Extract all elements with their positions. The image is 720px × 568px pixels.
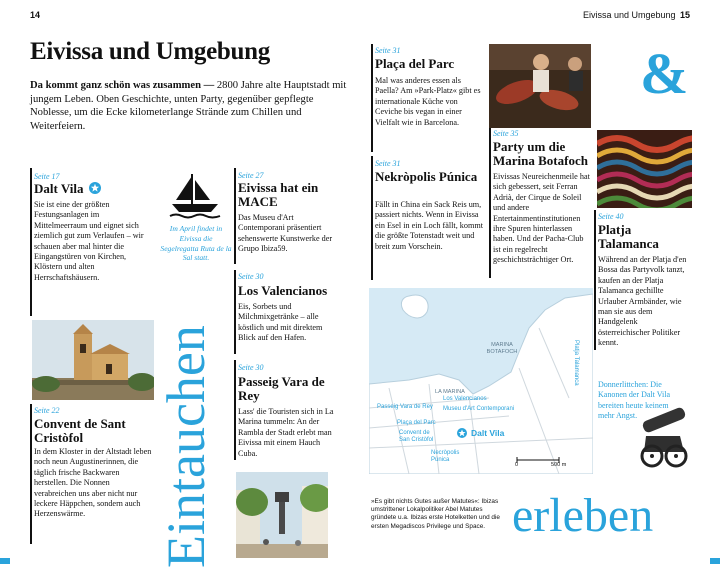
bottom-accent-right	[710, 558, 720, 564]
mace-text: Das Museu d'Art Contemporani präsentiert sehenswerte Kunstwerke der Grupo Ibiza59.	[238, 213, 333, 254]
map-label-valencianos: Los Valencianos	[443, 396, 487, 402]
necropolis-kicker: Seite 31	[375, 159, 401, 168]
talamanca-kicker: Seite 40	[598, 212, 624, 221]
page-number-right: 15	[680, 10, 691, 20]
marina-botafoch-kicker: Seite 35	[493, 129, 519, 138]
ampersand: &	[640, 41, 689, 106]
marina-botafoch-title: Party um die Marina Botafoch	[493, 139, 588, 168]
page-number-left: 14	[30, 10, 41, 20]
dalt-vila-title	[34, 182, 101, 196]
placa-parc-title: Plaça del Parc	[375, 56, 455, 71]
dalt-vila-title-text: Dalt Vila	[34, 181, 84, 196]
placa-parc-kicker: Seite 31	[375, 46, 401, 55]
dalt-vila-kicker: Seite 17	[34, 172, 60, 181]
vara-de-rey-title: Passeig Vara de Rey	[238, 374, 325, 403]
map-label-convent: Convent de San Cristòfol	[399, 430, 434, 443]
necropolis-text: Fällt in China ein Sack Reis um, passiert nichts. Wenn in Eivissa ein Esel in ein Loch fällt, kommt die größte Totenstadt weit und breit zum Vorschein.	[375, 200, 484, 251]
mace-title: Eivissa hat ein MACE	[238, 180, 319, 209]
sailboat-icon	[168, 170, 222, 222]
cannon-caption: Donnerlittchen: Die Kanonen der Dalt Vila bereiten heute keinem mehr Angst.	[598, 380, 671, 421]
map-label-placa: Plaça del Parc	[397, 420, 436, 426]
valencianos-kicker: Seite 30	[238, 272, 264, 281]
map-label-talamanca: Platja Talamanca	[573, 340, 579, 386]
placa-parc-text: Mal was anderes essen als Paella? Am »Park-Platz« gibt es internationale Küche von Ceviche bis vegan in einer Vielfalt wie in Barcelona.	[375, 76, 481, 127]
convent-kicker: Seite 22	[34, 406, 60, 415]
convent-text: In dem Kloster in der Altstadt leben noch neun Augustinerinnen, die täglich frische Backwaren herstellen. Die Nonnen verabreichen uns aber nicht nur leckere Häppchen, sondern auch Herzenswärme.	[34, 447, 152, 519]
mace-kicker: Seite 27	[238, 171, 264, 180]
page-title: Eivissa und Umgebung	[30, 38, 270, 65]
intro-lead-text: 2800 Jahre alte Hauptstadt mit jungem Leben. Oben Geschichte, unten Party, gegenüber gepflegte Noblesse, um die Ecke kilometerlange Strände zum Chillen und Weiterfeiern.	[30, 80, 347, 132]
map-label-passeig: Passeig Vara de Rey	[377, 404, 433, 410]
map-label-marina-botafoch: MARINA BOTAFOCH	[486, 342, 518, 355]
city-map	[369, 288, 593, 474]
convent-title: Convent de Sant Cristòfol	[34, 416, 126, 445]
market-photo	[489, 44, 591, 128]
vertical-eintauchen: Eintauchen	[156, 325, 216, 568]
map-scale-zero: 0	[515, 462, 519, 468]
map-scale-500: 500 m	[551, 462, 567, 468]
star-badge-icon	[89, 182, 101, 194]
intro-lead	[30, 79, 350, 133]
plaza-photo	[236, 472, 328, 558]
necropolis-title: Nekròpolis Púnica	[375, 169, 478, 184]
map-label-necro: Necròpolis Púnica	[431, 450, 460, 463]
talamanca-text: Während an der Platja d'en Bossa das Partyvolk tanzt, kaufen an der Platja Talamanca gechillte Urlauber Armbänder, wie man sie aus dem Handgelenk österreichischer Politiker kennt.	[598, 255, 687, 348]
running-header-title: Eivissa und Umgebung	[583, 10, 676, 20]
sailboat-caption: Im April findet in Eivissa die Segelregatta Ruta de la Sal statt.	[160, 224, 232, 263]
cannon-icon	[636, 400, 694, 470]
map-label-dalt-vila: Dalt Vila	[471, 428, 505, 438]
vara-de-rey-text: Lass' die Touristen sich in La Marina tummeln: An der Rambla der Stadt erlebt man Eivissa mit einem Hauch Cuba.	[238, 407, 334, 458]
valencianos-title: Los Valencianos	[238, 283, 328, 298]
intro-lead-bold: Da kommt ganz schön was zusammen —	[30, 80, 215, 91]
talamanca-title: Platja Talamanca	[598, 222, 659, 251]
church-photo	[32, 320, 154, 400]
vara-de-rey-kicker: Seite 30	[238, 363, 264, 372]
bracelets-photo	[597, 130, 692, 208]
marina-botafoch-text: Eivissas Neureichenmeile hat sich gebessert, seit Ferran Adrià, der Cirque de Soleil und andere Entertainmentinstitutionen ihre Spuren hinterlassen haben. Und der Pacha-Club ist ein regelrecht geschichtsträchtiger Ort.	[493, 172, 590, 265]
map-label-mace: Museu d'Art Contemporani	[443, 406, 515, 412]
word-erleben: erleben	[512, 489, 654, 542]
matutes-quote: »Es gibt nichts Gutes außer Matutes«: Ibizas umstrittener Lokalpolitiker Abel Matutes gründete u.a. Ibizas erste Hotelketten und die ersten Megadiscos Privilege und Space.	[371, 498, 500, 530]
map-label-la-marina: LA MARINA	[435, 389, 465, 395]
dalt-vila-text: Sie ist eine der größten Festungsanlagen im Mittelmeerraum und eignet sich ziemlich gut zum Verlaufen – wir schauen aber mal hinter die Eingangstüren von Kirchen, Klöstern und alten Herrschaftshäusern.	[34, 200, 144, 282]
bottom-accent-left	[0, 558, 10, 564]
valencianos-text: Eis, Sorbets und Milchmixgetränke – alle köstlich und mit direktem Blick auf den Hafen.	[238, 302, 323, 343]
